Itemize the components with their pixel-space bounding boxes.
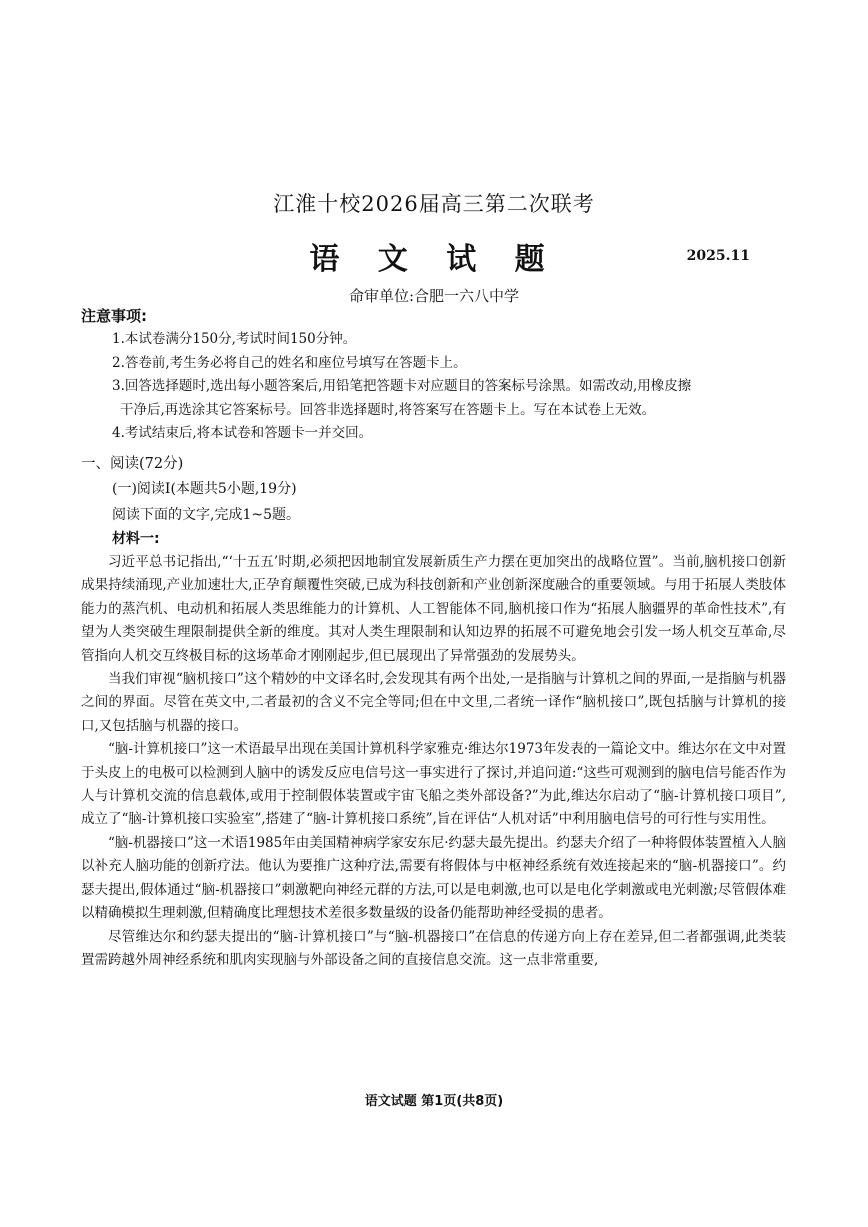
paragraph: 习近平总书记指出,“‘十五五’时期,必须把因地制宜发展新质生产力摆在更加突出的战略位置”。当前,脑机接口创新成果持续涌现,产业加速壮大,正孕育颠覆性突破,已成为科技创新和产业创新深度融合的重要领域。与用于拓展人类肢体能力的蒸汽机、电动机和拓展人类思维能力的计算机、人工智能体不同,脑机接口作为“拓展人脑疆界的革命性技术”,有望为人类突破生理限制提供全新的维度。其对人类生理限制和认知边界的拓展不可避免地会引发一场人机交互革命,尽管指向人机交互终极目标的这场革命才刚刚起步,但已展现出了异常强劲的发展势头。 (81, 554, 786, 664)
notice-item-continuation: 干净后,再选涂其它答案标号。回答非选择题时,将答案写在答题卡上。写在本试卷上无效。 (120, 401, 656, 418)
exam-name: 江淮十校2026届高三第二次联考 (273, 192, 595, 216)
section-heading: 一、阅读(72分) (81, 456, 184, 472)
material-label: 材料一: (112, 531, 160, 547)
paragraph: “脑-计算机接口”这一术语最早出现在美国计算机科学家雅克·维达尔1973年发表的一篇论文中。维达尔在文中对置于头皮上的电极可以检测到人脑中的诱发反应电信号这一事实进行了探讨,并追问道:“这些可观测到的脑电信号能否作为人与计算机交流的信息载体,或用于控制假体装置或宇宙飞船之类外部设备?”为此,维达尔启动了“脑-计算机接口项目”,成立了“脑-计算机接口实验室”,搭建了“脑-计算机接口系统”,旨在评估“人机对话”中利用脑电信号的可行性与实用性。 (81, 741, 787, 828)
title-row (0, 234, 868, 277)
notice-item: 2.答卷前,考生务必将自己的姓名和座位号填写在答题卡上。 (112, 354, 467, 371)
setter-unit: 命审单位:合肥一六八中学 (348, 287, 520, 305)
notice-item: 3.回答选择题时,选出每小题答案后,用铅笔把答题卡对应题目的答案标号涂黑。如需改动,用橡皮擦 (112, 378, 692, 394)
material-text (81, 551, 786, 972)
reading-instruction: 阅读下面的文字,完成1~5题。 (112, 507, 300, 523)
sub-section-heading: (一)阅读Ⅰ(本题共5小题,19分) (112, 481, 297, 497)
paragraph: 尽管维达尔和约瑟夫提出的“脑-计算机接口”与“脑-机器接口”在信息的传递方向上存在差异,但二者都强调,此类装置需跨越外周神经系统和肌肉实现脑与外部设备之间的直接信息交流。这一点非常重要, (81, 928, 786, 968)
notice-item: 4.考试结束后,将本试卷和答题卡一并交回。 (112, 425, 373, 441)
paragraph: “脑-机器接口”这一术语1985年由美国精神病学家安东尼·约瑟夫最先提出。约瑟夫介绍了一种将假体装置植入人脑以补充人脑功能的创新疗法。他认为要推广这种疗法,需要有将假体与中枢神经系统有效连接起来的“脑-机器接口”。约瑟夫提出,假体通过“脑-机器接口”刺激靶向神经元群的方法,可以是电刺激,也可以是电化学刺激或电光刺激;尽管假体难以精确模拟生理刺激,但精确度比理想技术差很多数量级的设备仍能帮助神经受损的患者。 (81, 834, 787, 922)
notice-item: 1.本试卷满分150分,考试时间150分钟。 (112, 331, 357, 347)
page-footer: 语文试题 第1页(共8页) (364, 1094, 504, 1109)
exam-date: 2025.11 (686, 248, 750, 264)
notice-heading: 注意事项: (81, 307, 147, 325)
subject-title: 语 文 试 题 (309, 242, 559, 277)
paragraph: 当我们审视“脑机接口”这个精妙的中文译名时,会发现其有两个出处,一是指脑与计算机之间的界面,一是指脑与机器之间的界面。尽管在英文中,二者最初的含义不完全等同;但在中文里,二者统一译作“脑机接口”,既包括脑与计算机的接口,又包括脑与机器的接口。 (81, 671, 786, 734)
notice-list (112, 328, 792, 446)
